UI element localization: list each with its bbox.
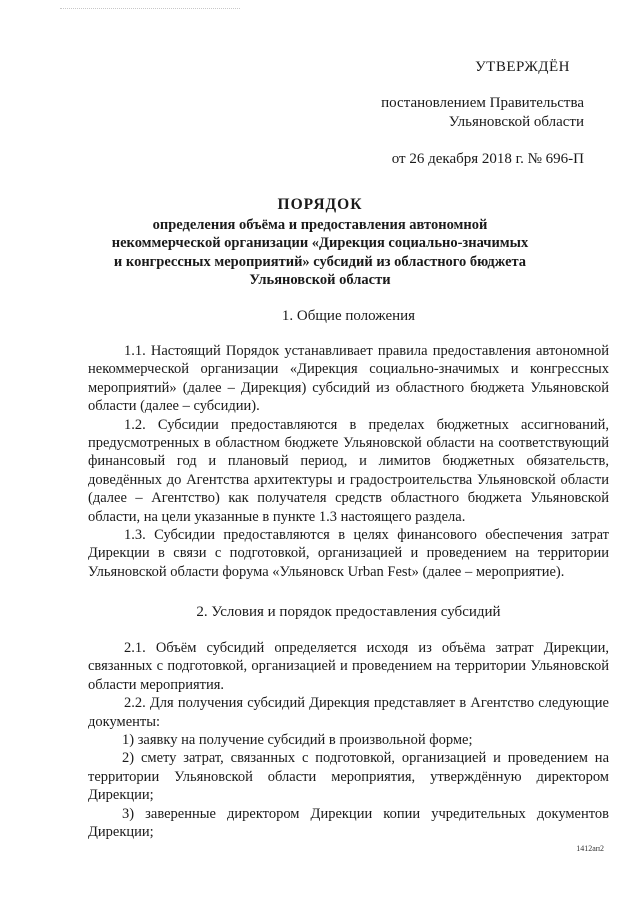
approval-resolution-line: постановлением Правительства — [381, 95, 584, 111]
section-2-body — [88, 639, 609, 841]
title-main: ПОРЯДОК — [277, 196, 363, 213]
list-item-1: 1) заявку на получение субсидий в произвольной форме; — [122, 732, 473, 749]
approved-label: УТВЕРЖДЁН — [475, 59, 570, 75]
approval-region-line: Ульяновской области — [448, 114, 584, 130]
approval-stamp — [324, 58, 584, 169]
title-line-3: и конгрессных мероприятий» субсидий из областного бюджета — [113, 253, 527, 270]
title-line-2: некоммерческой организации «Дирекция социально-значимых — [111, 235, 529, 251]
paragraph-1-2: 1.2. Субсидии предоставляются в пределах бюджетных ассигнований, предусмотренных в областном бюджете Ульяновской области на соответствующий финансовый год и плановый период, и лимитов бюджетных обязательств, доведённых до Агентства архитектуры и градостроительства Ульяновской области (далее – Агентство) как получателя средств областного бюджета Ульяновской области, на цели указанные в пункте 1.3 настоящего раздела. — [88, 416, 609, 525]
paragraph-2-2: 2.2. Для получения субсидий Дирекция представляет в Агентство следующие документы: — [88, 695, 609, 730]
title-line-1: определения объёма и предоставления автономной — [152, 216, 488, 233]
paragraph-2-1: 2.1. Объём субсидий определяется исходя из объёма затрат Дирекции, связанных с подготовкой, организацией и проведением на территории Ульяновской области мероприятия. — [88, 640, 609, 693]
title-line-4: Ульяновской области — [249, 272, 391, 288]
document-title — [80, 196, 560, 290]
scan-artifact — [60, 8, 240, 10]
footer-document-code: 1412ап2 — [576, 844, 604, 853]
section-1-heading: 1. Общие положения — [281, 308, 416, 324]
section-1-body — [88, 342, 609, 581]
approval-date-number: от 26 декабря 2018 г. № 696-П — [391, 151, 584, 167]
paragraph-1-3: 1.3. Субсидии предоставляются в целях финансового обеспечения затрат Дирекции в связи с подготовкой, организацией и проведением на территории Ульяновской области форума «Ульяновск Urban Fest» (далее – мероприятие). — [88, 527, 609, 580]
list-item-3: 3) заверенные директором Дирекции копии учредительных документов Дирекции; — [88, 805, 609, 841]
section-2-heading: 2. Условия и порядок предоставления субсидий — [196, 604, 501, 620]
paragraph-1-1: 1.1. Настоящий Порядок устанавливает правила предоставления автономной некоммерческой организации «Дирекция социально-значимых и конгрессных мероприятий» (далее – Дирекция) субсидий из областного бюджета Ульяновской области (далее – субсидии). — [88, 343, 609, 415]
list-item-2: 2) смету затрат, связанных с подготовкой, организацией и проведением на территории Ульяновской области мероприятия, утверждённую директором Дирекции; — [88, 750, 609, 804]
